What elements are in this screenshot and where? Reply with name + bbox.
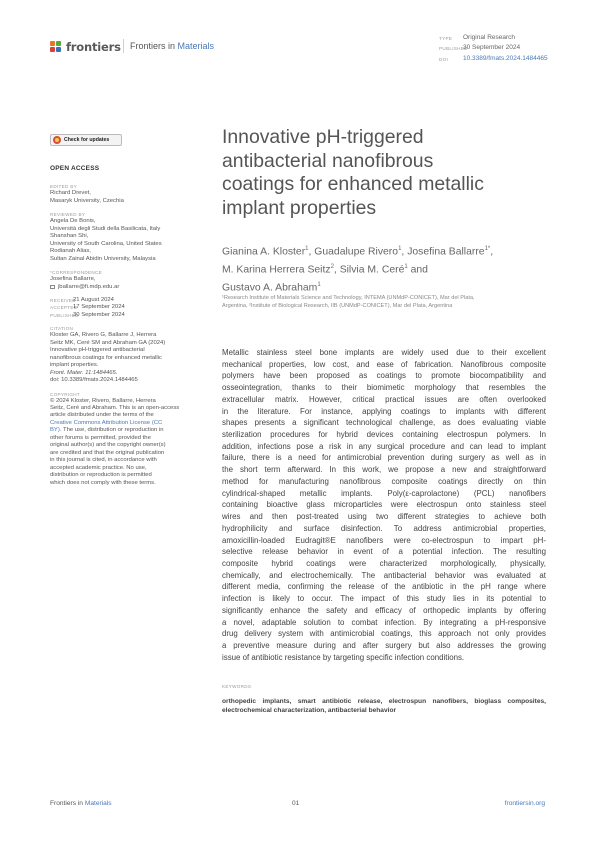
- abstract-line: amoxicillin-loaded Eudragit®E nanofibers were co-electrospun to impart pH-: [222, 535, 546, 545]
- author-affil-sup: 1: [398, 246, 402, 252]
- date-value: 17 September 2024: [73, 304, 125, 311]
- page-number: 01: [292, 800, 300, 807]
- article-title: [222, 126, 562, 220]
- copyright-section: [50, 391, 200, 487]
- author-affil-sup: 2: [330, 264, 334, 271]
- abstract-line: a preventive measure during and after surgery but also addresses the growing: [222, 640, 546, 650]
- keywords-label: KEYWORDS: [222, 684, 252, 689]
- copyright-line: article distributed under the terms of the: [50, 412, 154, 419]
- copyright-line: Seitz, Ceré and Abraham. This is an open-access: [50, 404, 180, 411]
- mail-icon: [50, 285, 55, 289]
- crossmark-icon: [53, 136, 61, 144]
- frontiers-logo-mark-icon: [50, 41, 62, 53]
- author-affil-sup: 1: [317, 282, 321, 289]
- copyright-line: are credited and that the original publication: [50, 449, 165, 456]
- edited-by-section: [50, 183, 200, 205]
- header-divider: [123, 39, 124, 53]
- reviewer-affiliation: Università degli Studi della Basilicata, Italy: [50, 225, 161, 232]
- journal-subject: Materials: [177, 41, 215, 51]
- date-received: [50, 297, 200, 304]
- meta-type: [439, 33, 548, 43]
- reviewed-by-key: REVIEWED BY: [50, 212, 86, 218]
- title-line: implant properties: [222, 196, 377, 219]
- author-name[interactable]: Josefina Ballarre: [407, 246, 485, 258]
- abstract-line: addition, infections pose a risk in any surgical procedure and can lead to implant: [222, 441, 546, 451]
- brand-name: frontiers: [66, 40, 121, 54]
- reviewer-affiliation: Sultan Zainal Abidin University, Malaysia: [50, 255, 156, 262]
- reviewer-name: Rodianah Alias,: [50, 248, 91, 255]
- correspondence-name: Josefina Ballarre,: [50, 276, 96, 283]
- author-affil-sup: 1: [305, 246, 309, 252]
- footer-journal-subject: Materials: [84, 800, 112, 807]
- abstract-line: failure, there is a need for antimicrobial prevention during surgery as well as in: [222, 453, 546, 463]
- copyright-line: other forums is permitted, provided the: [50, 434, 151, 441]
- title-line: coatings for enhanced metallic: [222, 173, 484, 195]
- copyright-line: which does not comply with these terms.: [50, 479, 156, 486]
- correspondence-key: *CORRESPONDENCE: [50, 270, 102, 276]
- article-sidebar: [50, 165, 200, 493]
- citation-key: CITATION: [50, 326, 74, 332]
- citation-line: nanofibrous coatings for enhanced metallic: [50, 354, 162, 361]
- doi-link[interactable]: 10.3389/fmats.2024.1484465: [463, 54, 548, 62]
- license-link[interactable]: BY).: [50, 427, 62, 434]
- meta-key: TYPE: [439, 36, 453, 41]
- copyright-line: © 2024 Kloster, Rivero, Ballarre, Herrera: [50, 397, 156, 404]
- abstract-line: osseointegration, thanks to their biomimetic morphology that resembles the: [222, 383, 546, 393]
- abstract-line: Metallic stainless steel bone implants are widely used due to their excellent: [222, 348, 546, 357]
- affiliations: [222, 294, 552, 311]
- reviewer-affiliation: University of South Carolina, United States: [50, 240, 162, 247]
- dates-section: [50, 297, 200, 319]
- date-value: 21 August 2024: [73, 296, 114, 303]
- abstract-line: hydrophilicity and surface disinfection. To address antimicrobial properties,: [222, 523, 546, 533]
- copyright-line: accepted academic practice. No use,: [50, 464, 147, 471]
- meta-key: DOI: [439, 56, 449, 62]
- affiliation-line: Argentina, ²Institute of Biological Research, IIB (UNMdP-CONICET), Mar del Plata, Argentina: [222, 303, 453, 310]
- author-name[interactable]: M. Karina Herrera Seitz: [222, 264, 331, 276]
- footer-journal-prefix: Frontiers in: [50, 800, 83, 807]
- author-name[interactable]: Gianina A. Kloster: [222, 246, 306, 258]
- citation-line: Kloster GA, Rivero G, Ballarre J, Herrera: [50, 332, 157, 339]
- author-name[interactable]: Guadalupe Rivero: [314, 246, 399, 258]
- citation-line: Seitz MK, Ceré SM and Abraham GA (2024): [50, 339, 166, 346]
- meta-key: PUBLISHED: [439, 46, 468, 52]
- copyright-line: The use, distribution or reproduction in: [61, 427, 164, 434]
- author-affil-sup: 1*: [484, 246, 491, 252]
- abstract-line: selective release behavior in event of a potential infection. The resulting: [222, 547, 546, 557]
- citation-line: Front. Mater. 11:1484465.: [50, 369, 118, 376]
- copyright-line: original author(s) and the copyright owner(s): [50, 442, 166, 449]
- abstract-line: wires and then post-treated using two different strategies to achieve both: [222, 512, 546, 522]
- author-name[interactable]: Silvia M. Ceré: [339, 264, 405, 276]
- abstract-line: mechanical properties, low cost, and ease of fabrication. Nanofibrous composite: [222, 359, 546, 369]
- open-access-label: OPEN ACCESS: [50, 165, 100, 172]
- edited-by-key: EDITED BY: [50, 184, 77, 190]
- meta-value: 30 September 2024: [463, 44, 521, 52]
- citation-line: Innovative pH-triggered antibacterial: [50, 347, 145, 354]
- journal-prefix: Frontiers in: [130, 41, 176, 51]
- check-updates-label: Check for updates: [64, 137, 110, 143]
- keywords: orthopedic implants, smart antibiotic release, electrospun nanofibers, bioglass composites, electrochemical characterization, antibacterial behavior: [222, 698, 546, 714]
- check-for-updates-button[interactable]: [50, 134, 122, 146]
- reviewer-name: Shanshan Shi,: [50, 233, 89, 240]
- abstract-line: in the literature. For instance, applying coatings to implants with different: [222, 406, 546, 416]
- copyright-line: distribution or reproduction is permitted: [50, 472, 152, 479]
- abstract-line: shapes presents a significant technological challenge, as does evaluating viable: [222, 418, 546, 428]
- abstract-line: issue of antibiotic resistance by targeting specific infection conditions.: [222, 652, 465, 662]
- abstract: [222, 347, 546, 663]
- editor-name: Richard Drevet,: [50, 190, 91, 197]
- abstract-line: composite hybrid coatings were characterized morphologically, physically,: [222, 558, 546, 568]
- date-value: 30 September 2024: [73, 311, 125, 318]
- meta-published: [439, 43, 548, 53]
- abstract-line: significantly enhance the safety and efficacy of orthopedic implants by offering: [222, 605, 546, 615]
- abstract-line: drug delivery system with antimicrobial coatings, this approach not only provides: [222, 629, 546, 639]
- abstract-line: a novel, adaptable solution to combat infection. By integrating a pH-responsive: [222, 617, 546, 627]
- meta-doi: [439, 54, 548, 64]
- author-list: Gianina A. Kloster$^1$, Guadalupe Rivero$^1$, Josefina Ballarre$^{1*}$, M. Karina Herrera Seitz$^2$, Silvia M. Ceré$^1$ and Gustavo A. Abraham$^1$: [222, 246, 494, 294]
- copyright-line: in this journal is cited, in accordance with: [50, 457, 157, 464]
- title-line: Innovative pH-triggered: [222, 126, 424, 148]
- meta-value: Original Research: [463, 34, 516, 41]
- footer-site-link[interactable]: frontiersin.org: [504, 800, 545, 807]
- abstract-line: infection is likely to occur. The impact of this study lies in its potential to: [222, 594, 546, 604]
- abstract-line: chemically, and electrochemically. The antibacterial behavior was evaluated at: [222, 570, 546, 580]
- license-link[interactable]: Creative Commons Attribution License (CC: [50, 419, 163, 426]
- author-affil-sup: 1: [404, 264, 408, 271]
- editor-affiliation: Masaryk University, Czechia: [50, 197, 124, 204]
- article-meta: [439, 33, 548, 64]
- affiliation-line: ¹Research Institute of Materials Science and Technology, INTEMA (UNMdP-CONICET), Mar del Plata,: [222, 295, 475, 301]
- correspondence-email-row: [50, 284, 200, 291]
- abstract-line: containing bioactive glass microparticles were electrospun onto stainless steel: [222, 500, 546, 510]
- date-published: [50, 312, 200, 319]
- footer-journal[interactable]: [50, 800, 112, 807]
- abstract-line: polymers have been proposed as coatings to promote biocompatibility and: [222, 371, 546, 381]
- abstract-line: different media, confirming the release of the antibiotic in the pH range where: [222, 582, 546, 592]
- abstract-line: sterilization procedures for hybrid devices containing electrospun polymers. In: [222, 430, 546, 440]
- copyright-key: COPYRIGHT: [50, 391, 81, 397]
- citation-section: [50, 325, 200, 384]
- citation-line: doi: 10.3389/fmats.2024.1484465: [50, 377, 138, 384]
- abstract-line: method for manufacturing nanofibrous composite coatings directly on thin: [222, 476, 546, 486]
- date-accepted: [50, 304, 200, 311]
- abstract-line: extracellular matrix. However, critical practical issues are often overlooked: [222, 394, 546, 404]
- date-key: RECEIVED: [50, 297, 76, 303]
- reviewed-by-section: [50, 211, 200, 263]
- reviewer-name: Angela De Bonis,: [50, 218, 96, 225]
- frontiers-logo[interactable]: [50, 40, 121, 54]
- title-line: antibacterial nanofibrous: [222, 149, 434, 172]
- correspondence-section: [50, 269, 200, 291]
- date-key: ACCEPTED: [50, 305, 78, 311]
- citation-line: implant properties.: [50, 362, 99, 369]
- abstract-line: the short term afterward. In this work, we propose a new and straightforward: [222, 465, 546, 475]
- date-key: PUBLISHED: [50, 312, 79, 318]
- journal-name[interactable]: [130, 41, 214, 51]
- author-name[interactable]: Gustavo A. Abraham: [222, 282, 318, 294]
- correspondence-email-link[interactable]: jballarre@fi.mdp.edu.ar: [58, 283, 120, 290]
- abstract-line: cylindrical-shaped metallic implants. Poly(ε-caprolactone) (PCL) nanofibers: [222, 488, 546, 498]
